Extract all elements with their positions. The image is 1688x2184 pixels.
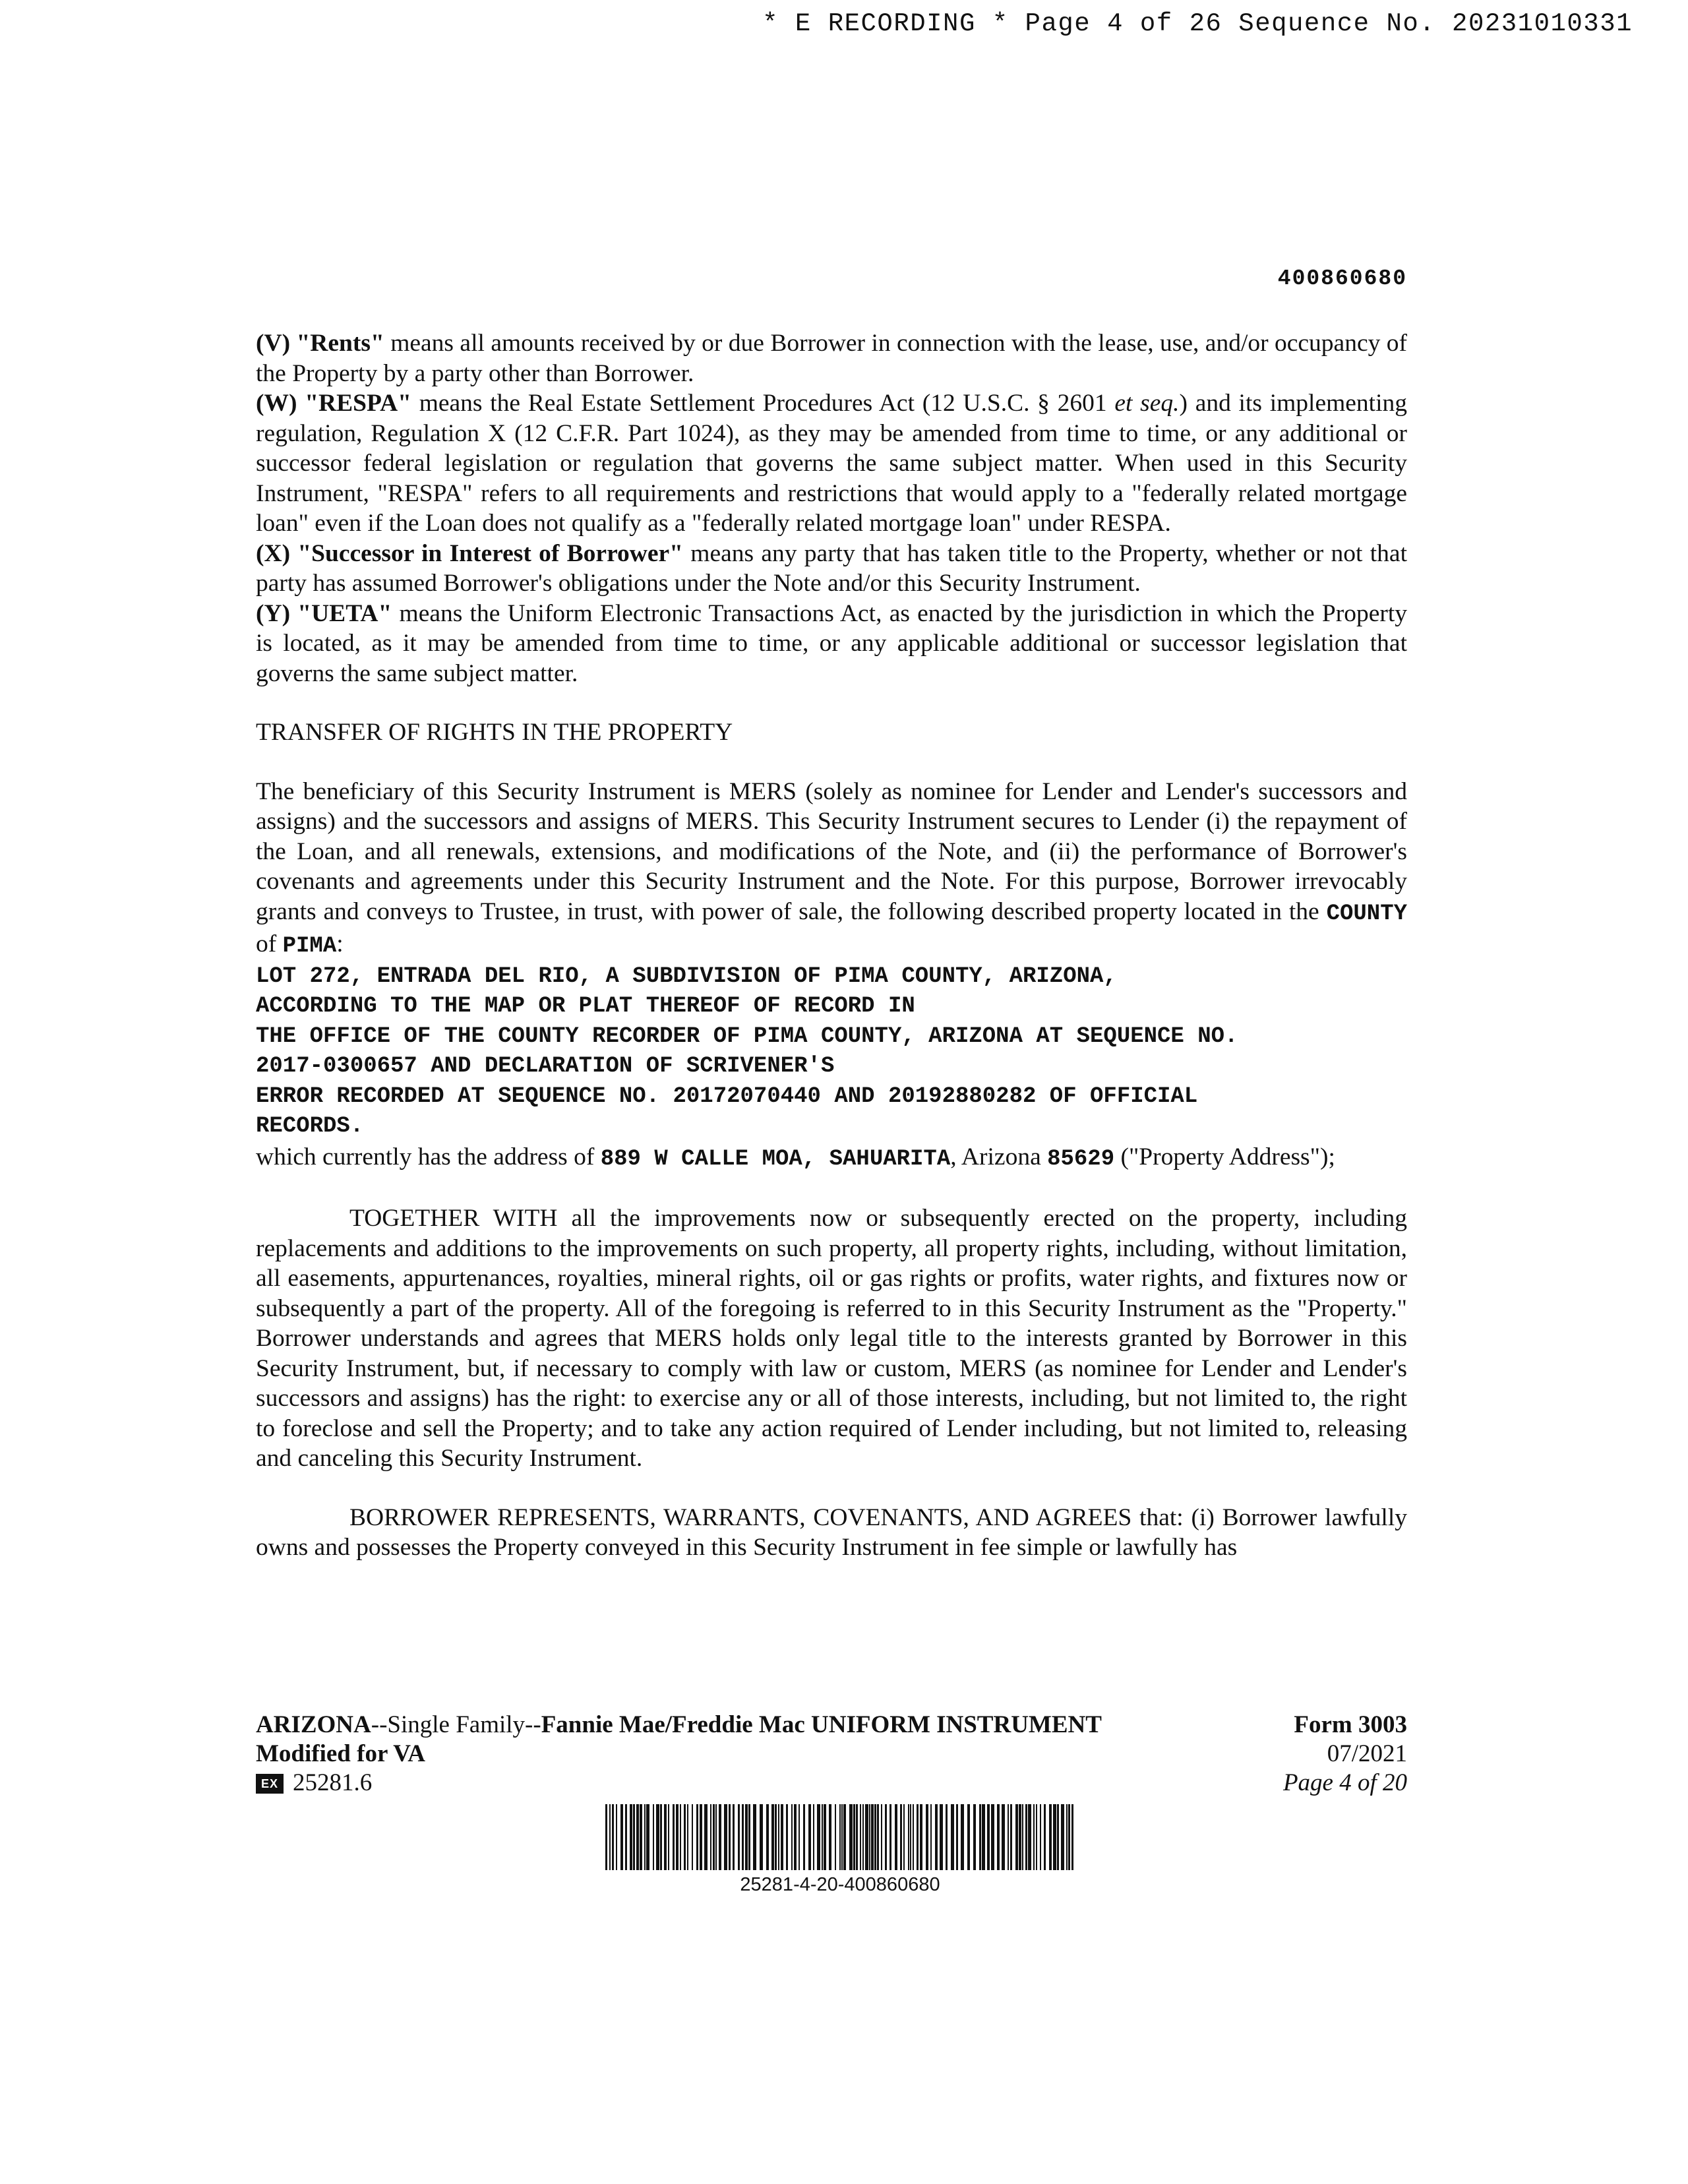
definition-letter: (X): [256, 539, 291, 567]
footer-form: Form 3003: [1294, 1711, 1407, 1738]
definition-text: means the Uniform Electronic Transactions Act, as enacted by the jurisdiction in which the Property is located, as it may be amended from time to time, or any applicable additional or successor legislation that governs the same subject matter.: [256, 599, 1407, 687]
footer-doc-code-line: [256, 1769, 1102, 1798]
loan-number: 400860680: [1277, 266, 1407, 291]
county-label: COUNTY: [1326, 901, 1407, 926]
footer-instrument: Fannie Mae/Freddie Mac UNIFORM INSTRUMENT: [541, 1711, 1102, 1738]
footer-state: ARIZONA: [256, 1711, 371, 1738]
definition-text: means the Real Estate Settlement Procedures Act (12 U.S.C. § 2601: [411, 390, 1115, 417]
property-address: [256, 1142, 1407, 1175]
definition-letter: (W): [256, 390, 297, 417]
barcode-icon: [605, 1804, 1075, 1870]
legal-description-line: THE OFFICE OF THE COUNTY RECORDER OF PIMA COUNTY, ARIZONA AT SEQUENCE NO.: [256, 1023, 1238, 1049]
definition-term: "UETA": [297, 599, 392, 627]
transfer-colon: :: [336, 930, 344, 957]
ex-logo-icon: EX: [256, 1774, 284, 1794]
definition-respa: [256, 388, 1407, 539]
county-name: PIMA: [282, 934, 337, 959]
definition-text: means any party that has taken title to the Property, whether or not that party has assumed Borrower's obligations under the Note and/or this Security Instrument.: [256, 539, 1407, 597]
address-street: 889 W CALLE MOA, SAHUARITA: [600, 1146, 951, 1172]
definition-ueta: [256, 599, 1407, 689]
footer-page: Page 4 of 20: [1282, 1769, 1407, 1796]
definition-rents: [256, 328, 1407, 388]
definition-text-after: ) and its implementing regulation, Regulation X (12 C.F.R. Part 1024), as they may be amended from time to time, or any additional or successor federal legislation or regulation that governs the same subject matter. When used in this Security Instrument, "RESPA" refers to all requirements and restrictions that would apply to a "federally related mortgage loan" even if the Loan does not qualify as a "federally related mortgage loan" under RESPA.: [256, 390, 1407, 537]
recording-header: * E RECORDING * Page 4 of 26 Sequence No. 20231010331: [762, 9, 1633, 38]
footer-form-number: [1283, 1711, 1407, 1798]
together-with-paragraph: TOGETHER WITH all the improvements now or subsequently erected on the property, including replacements and additions to the improvements on such property, all property rights, including, without limitation, all easements, appurtenances, royalties, mineral rights, oil or gas rights or profits, water rights, and fixtures now or subsequently a part of the property. All of the foregoing is referred to in this Security Instrument as the "Property." Borrower understands and agrees that MERS holds only legal title to the interests granted by Borrower in this Security Instrument, but, if necessary to comply with law or custom, MERS (as nominee for Lender and Lender's successors and assigns) has the right: to exercise any or all of those interests, including, but not limited to, the right to foreclose and sell the Property; and to take any action required of Lender including, but not limited to, releasing and canceling this Security Instrument.: [256, 1205, 1407, 1472]
section-heading: TRANSFER OF RIGHTS IN THE PROPERTY: [256, 719, 733, 746]
transfer-text: The beneficiary of this Security Instrument is MERS (solely as nominee for Lender and Lender's successors and assigns) and the successors and assigns of MERS. This Security Instrument secures to Lender (i) the repayment of the Loan, and all renewals, extensions, and modifications of the Note, and (ii) the performance of Borrower's covenants and agreements under this Security Instrument and the Note. For this purpose, Borrower irrevocably grants and conveys to Trustee, in trust, with power of sale, the following described property located in the: [256, 777, 1407, 925]
definition-term: "RESPA": [305, 390, 411, 417]
legal-description-line: ERROR RECORDED AT SEQUENCE NO. 20172070440 AND 20192880282 OF OFFICIAL: [256, 1083, 1198, 1109]
address-prefix: which currently has the address of: [256, 1143, 601, 1170]
legal-description-line: RECORDS.: [256, 1114, 364, 1139]
definition-letter: (V): [256, 330, 291, 357]
address-zip: 85629: [1047, 1146, 1115, 1172]
footer-date: 07/2021: [1327, 1740, 1407, 1767]
definition-letter: (Y): [256, 599, 291, 627]
barcode-number: 25281-4-20-400860680: [740, 1874, 940, 1895]
legal-description-line: ACCORDING TO THE MAP OR PLAT THEREOF OF RECORD IN: [256, 994, 915, 1019]
document-body: [256, 328, 1407, 1563]
legal-description-line: 2017-0300657 AND DECLARATION OF SCRIVENER'S: [256, 1054, 835, 1079]
transfer-of: of: [256, 930, 283, 957]
transfer-paragraph: [256, 777, 1407, 962]
definition-text: means all amounts received by or due Borrower in connection with the lease, use, and/or occupancy of the Property by a party other than Borrower.: [256, 330, 1407, 387]
footer-doc-code: 25281.6: [293, 1769, 373, 1796]
definition-successor: [256, 539, 1407, 599]
definition-italic: et seq.: [1114, 390, 1180, 417]
borrower-represents-paragraph: BORROWER REPRESENTS, WARRANTS, COVENANTS, AND AGREES that: (i) Borrower lawfully owns and possesses the Property conveyed in this Security Instrument in fee simple or lawfully has: [256, 1503, 1407, 1561]
footer-form-title: [256, 1711, 1102, 1798]
footer-single-family: --Single Family--: [371, 1711, 541, 1738]
footer-modified: Modified for VA: [256, 1740, 425, 1767]
definition-term: "Rents": [296, 330, 384, 357]
address-suffix: ("Property Address");: [1114, 1143, 1335, 1170]
footer-title-line: [256, 1711, 1102, 1740]
address-state: , Arizona: [950, 1143, 1048, 1170]
legal-description-line: LOT 272, ENTRADA DEL RIO, A SUBDIVISION OF PIMA COUNTY, ARIZONA,: [256, 963, 1117, 989]
definition-term: "Successor in Interest of Borrower": [297, 539, 683, 567]
